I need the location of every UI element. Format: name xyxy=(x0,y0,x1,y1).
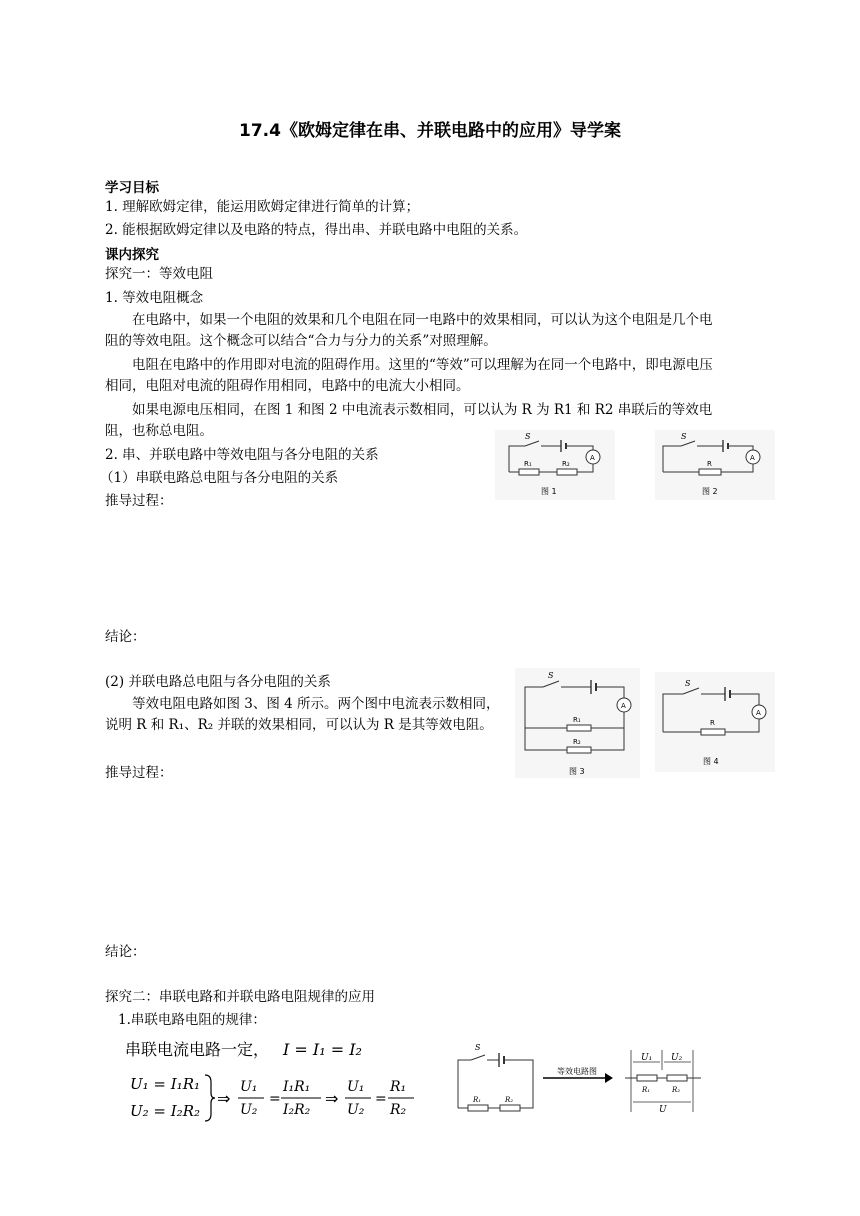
series-equivalent-diagram xyxy=(455,1040,705,1115)
inclass-heading: 课内探究 xyxy=(105,247,159,263)
bottom-switch-label: S xyxy=(475,1043,481,1052)
fig1-r1-label: R₁ xyxy=(524,460,532,468)
fig4-r-label: R xyxy=(710,719,715,727)
derivation-label-1: 推导过程： xyxy=(105,493,173,509)
explore1-heading: 探究一：等效电阻 xyxy=(105,266,213,282)
fig4-switch-label: S xyxy=(685,679,691,688)
series-rule-title: 1.串联电路电阻的规律： xyxy=(118,1012,266,1028)
fig2-switch-label: S xyxy=(681,432,687,441)
formula-ratio4-num: R₁ xyxy=(390,1079,407,1095)
fig3-r1-label: R₁ xyxy=(573,716,581,724)
fig1-caption: 图 1 xyxy=(541,487,557,496)
formula-ratio2-num: I₁R₁ xyxy=(283,1079,311,1095)
fig2-ammeter-label: A xyxy=(750,454,755,462)
figure-4-equivalent-circuit xyxy=(655,672,775,772)
fig2-r-label: R xyxy=(707,460,712,468)
u2-label: U₂ xyxy=(671,1053,683,1063)
figure-2-equivalent-circuit xyxy=(655,430,775,500)
u1-label: U₁ xyxy=(641,1053,653,1063)
fig1-r2-label: R₂ xyxy=(562,460,570,468)
formula-eq-u2: U₂ = I₂R₂ xyxy=(130,1102,201,1120)
fig3-r2-label: R₂ xyxy=(573,738,581,746)
formula-equals-1: = xyxy=(269,1091,281,1107)
formula-ratio1-num: U₁ xyxy=(240,1079,258,1095)
equiv-r2-label: R₂ xyxy=(672,1086,681,1094)
derivation-label-2: 推导过程： xyxy=(105,765,173,781)
paragraph-figure-1-2: 如果电源电压相同，在图 1 和图 2 中电流表示数相同，可以认为 R 为 R1 和 R2 串联后的等效电阻，也称总电阻。 xyxy=(105,402,713,439)
bottom-r1-label: R₁ xyxy=(473,1096,482,1104)
paragraph-figure-3-4: 等效电阻电路如图 3、图 4 所示。两个图中电流表示数相同，说明 R 和 R₁、R₂ 并联的效果相同，可以认为 R 是其等效电阻。 xyxy=(105,696,500,733)
formula-line1-math: I = I₁ = I₂ xyxy=(283,1040,362,1059)
page-title: 17.4《欧姆定律在串、并联电路中的应用》导学案 xyxy=(239,121,621,141)
formula-implies-2: ⇒ xyxy=(325,1089,339,1108)
equiv-r1-label: R₁ xyxy=(642,1086,651,1094)
bottom-r2-label: R₂ xyxy=(505,1096,514,1104)
formula-ratio3-den: U₂ xyxy=(347,1102,365,1118)
fig3-ammeter-label: A xyxy=(621,702,626,710)
fig3-caption: 图 3 xyxy=(569,767,585,776)
formula-ratio1-den: U₂ xyxy=(240,1102,258,1118)
equiv-arrow-label: 等效电路图 xyxy=(557,1067,597,1076)
concept-title: 1. 等效电阻概念 xyxy=(105,290,204,306)
u-label: U xyxy=(659,1105,667,1115)
conclusion-label-2: 结论： xyxy=(105,944,146,960)
formula-ratio4-den: R₂ xyxy=(390,1102,407,1118)
formula-implies-1: ⇒ xyxy=(217,1089,231,1108)
formula-eq-u1: U₁ = I₁R₁ xyxy=(130,1075,201,1093)
series-formula-block xyxy=(125,1038,425,1128)
parallel-title: (2) 并联电路总电阻与各分电阻的关系 xyxy=(105,674,331,690)
objective-item-1: 1. 理解欧姆定律，能运用欧姆定律进行简单的计算； xyxy=(105,199,420,215)
formula-ratio3-num: U₁ xyxy=(347,1079,365,1095)
series-title: （1）串联电路总电阻与各分电阻的关系 xyxy=(100,470,339,486)
fig2-caption: 图 2 xyxy=(702,487,718,496)
paragraph-equivalent-meaning: 电阻在电路中的作用即对电流的阻碍作用。这里的“等效”可以理解为在同一个电路中，即电源电压相同，电阻对电流的阻碍作用相同，电路中的电流大小相同。 xyxy=(105,357,713,394)
fig3-switch-label: S xyxy=(548,671,554,680)
explore2-heading: 探究二：串联电路和并联电路电阻规律的应用 xyxy=(105,989,375,1005)
fig1-switch-label: S xyxy=(525,432,531,441)
relation-title: 2. 串、并联电路中等效电阻与各分电阻的关系 xyxy=(105,447,379,463)
figure-3-parallel-circuit xyxy=(515,668,640,778)
formula-equals-2: = xyxy=(375,1091,387,1107)
fig4-ammeter-label: A xyxy=(756,709,761,717)
figure-1-series-circuit xyxy=(495,430,615,500)
objectives-heading: 学习目标 xyxy=(105,180,159,196)
paragraph-equivalent-definition: 在电路中，如果一个电阻的效果和几个电阻在同一电路中的效果相同，可以认为这个电阻是几个电阻的等效电阻。这个概念可以结合“合力与分力的关系”对照理解。 xyxy=(105,312,713,349)
fig4-caption: 图 4 xyxy=(703,757,719,766)
conclusion-label-1: 结论： xyxy=(105,629,146,645)
fig1-ammeter-label: A xyxy=(590,454,595,462)
objective-item-2: 2. 能根据欧姆定律以及电路的特点，得出串、并联电路中电阻的关系。 xyxy=(105,222,528,238)
formula-ratio2-den: I₂R₂ xyxy=(283,1102,311,1118)
formula-line1-text: 串联电流电路一定， xyxy=(125,1040,270,1059)
